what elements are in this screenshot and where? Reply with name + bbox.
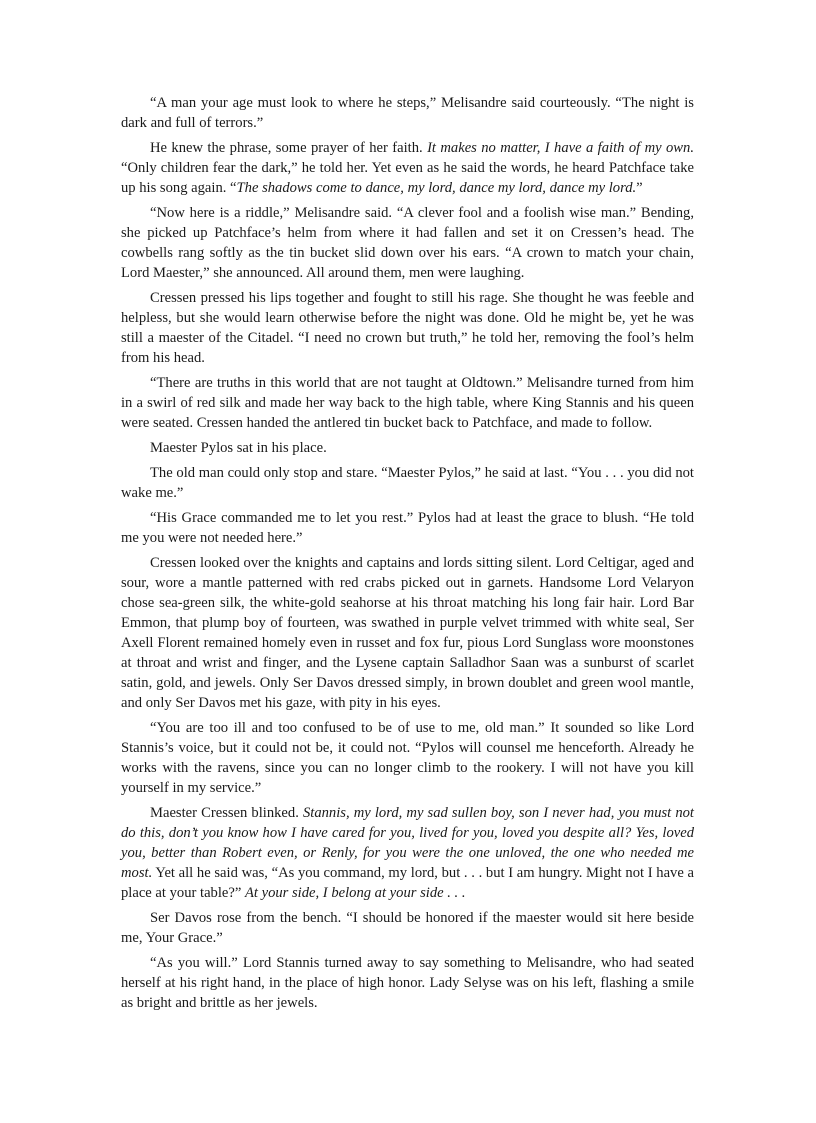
text-run: He knew the phrase, some prayer of her faith. xyxy=(150,140,428,156)
paragraph xyxy=(121,508,694,548)
paragraph xyxy=(121,953,694,1013)
text-run: “Only children fear the dark,” he told her. Yet even as he said the words, he heard Patchface take up his song again. “ xyxy=(121,160,694,196)
paragraph xyxy=(121,288,694,368)
text-run: Maester Cressen blinked. xyxy=(150,805,303,821)
paragraph xyxy=(121,93,694,133)
text-run: ” xyxy=(636,180,643,196)
paragraph xyxy=(121,463,694,503)
text-run: Cressen pressed his lips together and fought to still his rage. She thought he was feeble and helpless, but she would learn otherwise before the night was done. Old he might be, yet he was still a maester of the Citadel. “I need no crown but truth,” he told her, removing the fool’s helm from his head. xyxy=(121,290,694,366)
document-page xyxy=(121,93,694,1018)
italic-run: Stannis, my lord, my sad sullen boy, son I never had, you must not do this, don’t you know how I have cared for you, lived for you, loved you despite all? Yes, loved you, better than Robert even, or Renly, for you were the one unloved, the one who needed me most. xyxy=(121,805,694,881)
paragraph xyxy=(121,373,694,433)
text-run: Cressen looked over the knights and captains and lords sitting silent. Lord Celtigar, aged and sour, wore a mantle patterned with red crabs picked out in garnets. Handsome Lord Velaryon chose sea-green silk, the white-gold seahorse at his throat matching his long fair hair. Lord Bar Emmon, that plump boy of fourteen, was swathed in purple velvet trimmed with white seal, Ser Axell Florent remained homely even in russet and fox fur, pious Lord Sunglass wore moonstones at throat and wrist and finger, and the Lysene captain Salladhor Saan was a sunburst of scarlet satin, gold, and jewels. Only Ser Davos dressed simply, in brown doublet and green wool mantle, and only Ser Davos met his gaze, with pity in his eyes. xyxy=(121,555,694,711)
paragraph xyxy=(121,553,694,713)
paragraph xyxy=(121,908,694,948)
italic-run: The shadows come to dance, my lord, dance my lord, dance my lord. xyxy=(236,180,637,196)
paragraph xyxy=(121,438,694,458)
text-run: “There are truths in this world that are not taught at Oldtown.” Melisandre turned from him in a swirl of red silk and made her way back to the high table, where King Stannis and his queen were seated. Cressen handed the antlered tin bucket back to Patchface, and made to follow. xyxy=(121,375,694,431)
paragraph xyxy=(121,718,694,798)
text-run: Ser Davos rose from the bench. “I should be honored if the maester would sit here beside me, Your Grace.” xyxy=(121,910,694,946)
text-run: “His Grace commanded me to let you rest.” Pylos had at least the grace to blush. “He told me you were not needed here.” xyxy=(121,510,694,546)
paragraph xyxy=(121,803,694,903)
italic-run: It makes no matter, I have a faith of my own. xyxy=(427,140,694,156)
text-run: Maester Pylos sat in his place. xyxy=(150,440,327,456)
text-run: The old man could only stop and stare. “Maester Pylos,” he said at last. “You . . . you did not wake me.” xyxy=(121,465,694,501)
italic-run: At your side, I belong at your side . . . xyxy=(244,885,466,901)
paragraph xyxy=(121,138,694,198)
text-run: Yet all he said was, “As you command, my lord, but . . . but I am hungry. Might not I have a place at your table?” xyxy=(121,865,694,901)
text-run: “As you will.” Lord Stannis turned away to say something to Melisandre, who had seated herself at his right hand, in the place of high honor. Lady Selyse was on his left, flashing a smile as bright and brittle as her jewels. xyxy=(121,955,694,1011)
text-run: “A man your age must look to where he steps,” Melisandre said courteously. “The night is dark and full of terrors.” xyxy=(121,95,694,131)
paragraph xyxy=(121,203,694,283)
text-run: “Now here is a riddle,” Melisandre said. “A clever fool and a foolish wise man.” Bending, she picked up Patchface’s helm from where it had fallen and set it on Cressen’s head. The cowbells rang softly as the tin bucket slid down over his ears. “A crown to match your chain, Lord Maester,” she announced. All around them, men were laughing. xyxy=(121,205,694,281)
text-run: “You are too ill and too confused to be of use to me, old man.” It sounded so like Lord Stannis’s voice, but it could not be, it could not. “Pylos will counsel me henceforth. Already he works with the ravens, since you can no longer climb to the rookery. I will not have you kill yourself in my service.” xyxy=(121,720,694,796)
